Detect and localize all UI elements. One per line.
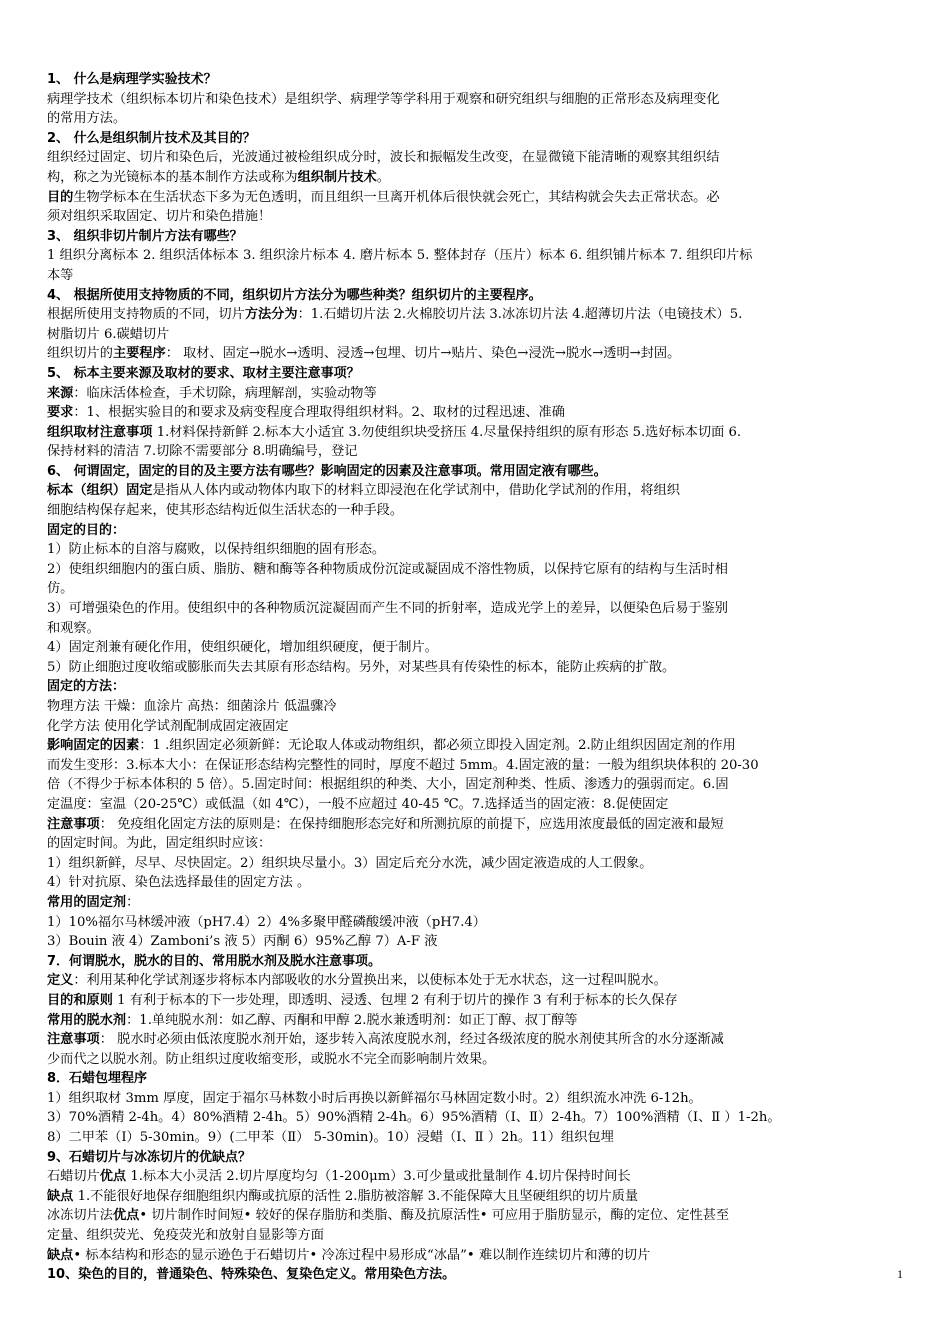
text-line: [47, 1050, 911, 1070]
text-run: 须对组织采取固定、切片和染色措施！: [47, 209, 272, 225]
text-run: ：利用某种化学试剂逐步将标本内部吸收的水分置换出来，以使标本处于无水状态，这一过程叫脱水。: [73, 973, 667, 989]
text-run: 1）组织新鲜，尽早、尽快固定。2）组织块尽量小。3）固定后充分水洗，减少固定液造成的人工假象。: [47, 855, 653, 871]
text-line: [47, 246, 911, 266]
bold-term: 组织取材注意事项: [47, 424, 153, 440]
text-run: 1 有利于标本的下一步处理，即透明、浸透、包埋 2 有利于切片的操作 3 有利于标本的长久保存: [112, 992, 678, 1008]
text-run: 8）二甲苯（Ⅰ）5-30min。9）(二甲苯（Ⅱ） 5-30min)。10）浸蜡（Ⅰ、Ⅱ ）2h。11）组织包埋: [47, 1130, 614, 1146]
section-heading: [47, 1069, 911, 1089]
text-line: [47, 971, 911, 991]
text-line: [47, 697, 911, 717]
text-run: 的固定时间。为此，固定组织时应该：: [47, 836, 272, 852]
text-run: 1）组织取材 3mm 厚度，固定于福尔马林数小时后再换以新鲜福尔马林固定数小时。2）组织流水冲洗 6-12h。: [47, 1090, 702, 1106]
bold-term: 来源: [47, 385, 74, 401]
text-run: 3）70%酒精 2-4h。4）80%酒精 2-4h。5）90%酒精 2-4h。6）95%酒精（Ⅰ、Ⅱ）2-4h。7）100%酒精（Ⅰ、Ⅱ ）1-2h。: [47, 1110, 781, 1126]
bold-term: 8．石蜡包埋程序: [47, 1071, 148, 1087]
text-line: [47, 384, 911, 404]
text-line: [47, 638, 911, 658]
text-line: [47, 854, 911, 874]
text-run: 构，称之为光镜标本的基本制作方法或称为: [47, 169, 298, 185]
bold-term: 6、 何谓固定，固定的目的及主要方法有哪些？影响固定的因素及注意事项。常用固定液有哪些。: [47, 463, 607, 479]
bold-term: 目的: [47, 189, 74, 205]
text-run: 1 组织分离标本 2. 组织活体标本 3. 组织涂片标本 4. 磨片标本 5. 整体封存（压片）标本 6. 组织铺片标本 7. 组织印片标: [47, 248, 753, 264]
text-line: [47, 1089, 911, 1109]
bold-term: 影响固定的因素: [47, 738, 140, 754]
text-line: [47, 207, 911, 227]
text-run: 冰冻切片法: [47, 1208, 113, 1224]
text-line: [47, 325, 911, 345]
text-line: [47, 991, 911, 1011]
text-line: [47, 775, 911, 795]
section-heading: [47, 227, 911, 247]
bold-term: 10、染色的目的，普通染色、特殊染色、复染色定义。常用染色方法。: [47, 1267, 456, 1283]
text-run: ： 脱水时必须由低浓度脱水剂开始，逐步转入高浓度脱水剂，经过各级浓度的脱水剂使其所含的水分逐渐减: [99, 1032, 724, 1048]
text-run: 定量、组织荧光、免疫荧光和放射自显影等方面: [47, 1228, 324, 1244]
text-line: [47, 168, 911, 188]
bold-term: 缺点: [47, 1247, 74, 1263]
bold-term: 标本（组织）固定: [47, 483, 153, 499]
bold-term: 2、 什么是组织制片技术及其目的？: [47, 130, 256, 146]
text-line: [47, 1128, 911, 1148]
text-run: 1.不能很好地保存细胞组织内酶或抗原的活性 2.脂肪被溶解 3.不能保障大且坚硬组织的切片质量: [73, 1188, 639, 1204]
text-run: ：1、根据实验目的和要求及病变程度合理取得组织材料。2、取材的过程迅速、准确: [73, 405, 565, 421]
text-line: [47, 619, 911, 639]
text-line: [47, 932, 911, 952]
section-heading: [47, 462, 911, 482]
bold-term: 优点: [112, 1208, 140, 1224]
bold-term: 4、 根据所使用支持物质的不同，组织切片方法分为哪些种类？组织切片的主要程序。: [47, 287, 542, 303]
text-line: [47, 756, 911, 776]
text-run: 化学方法 使用化学试剂配制成固定液固定: [47, 718, 289, 734]
text-run: ：1 .组织固定必须新鲜：无论取人体或动物组织，都必须立即投入固定剂。2.防止组织因固定剂的作用: [139, 738, 736, 754]
text-run: 细胞结构保存起来，使其形态结构近似生活状态的一种手段。: [47, 503, 404, 519]
bold-term: 目的和原则: [47, 992, 113, 1008]
text-line: [47, 1167, 911, 1187]
text-line: [47, 1030, 911, 1050]
bold-term: 组织制片技术: [297, 169, 377, 185]
text-run: 倍（不得少于标本体积的 5 倍）。5.固定时间：根据组织的种类、大小，固定剂种类、性质、渗透力的强弱而定。6.固: [47, 777, 729, 793]
text-run: 组织经过固定、切片和染色后，光波通过被检组织成分时，波长和振幅发生改变，在显微镜下能清晰的观察其组织结: [47, 150, 720, 166]
bold-term: 1、 什么是病理学实验技术？: [47, 72, 217, 87]
text-line: [47, 481, 911, 501]
bold-term: 9、石蜡切片与冰冻切片的优缺点？: [47, 1149, 252, 1165]
text-run: 1.标本大小灵活 2.切片厚度均匀（1-200μm）3.可少量或批量制作 4.切片保持时间长: [126, 1169, 631, 1185]
text-run: 的常用方法。: [47, 111, 127, 127]
text-run: ：1.石蜡切片法 2.火棉胶切片法 3.冰冻切片法 4.超薄切片法（电镜技术）5.: [297, 307, 743, 323]
bold-term: 注意事项: [47, 1032, 100, 1048]
text-line: [47, 90, 911, 110]
text-run: 而发生变形：3.标本大小：在保证形态结构完整性的同时，厚度不超过 5mm。4.固定液的量：一般为组织块体积的 20-30: [47, 757, 759, 773]
bold-term: 固定的方法：: [47, 679, 126, 695]
text-line: [47, 1246, 911, 1266]
section-heading: [47, 1148, 911, 1168]
bold-term: 常用的固定剂: [47, 894, 127, 910]
text-run: • 标本结构和形态的显示逊色于石蜡切片• 冷冻过程中易形成“冰晶”• 难以制作连续切片和薄的切片: [73, 1247, 651, 1263]
text-line: [47, 344, 911, 364]
text-line: [47, 834, 911, 854]
text-line: [47, 873, 911, 893]
text-line: [47, 305, 911, 325]
text-run: 1）防止标本的自溶与腐败，以保持组织细胞的固有形态。: [47, 542, 386, 558]
text-line: [47, 579, 911, 599]
section-heading: [47, 70, 911, 90]
text-run: 组织切片的: [47, 346, 113, 362]
bold-term: 常用的脱水剂: [47, 1012, 127, 1028]
document-body: [47, 70, 911, 1285]
bold-term: 缺点: [47, 1188, 74, 1204]
text-line: [47, 795, 911, 815]
text-line: [47, 148, 911, 168]
text-run: 5）防止细胞过度收缩或膨胀而失去其原有形态结构。另外，对某些具有传染性的标本，能防止疾病的扩散。: [47, 659, 676, 675]
text-line: [47, 658, 911, 678]
text-line: [47, 560, 911, 580]
text-run: 4）固定剂兼有硬化作用，使组织硬化，增加组织硬度，便于制片。: [47, 640, 438, 656]
text-line: [47, 913, 911, 933]
text-line: [47, 442, 911, 462]
text-line: [47, 1226, 911, 1246]
text-run: • 切片制作时间短• 较好的保存脂肪和类脂、酶及抗原活性• 可应用于脂肪显示，酶的定位、定性甚至: [139, 1208, 730, 1224]
text-line: [47, 403, 911, 423]
section-heading: [47, 677, 911, 697]
text-run: 少而代之以脱水剂。防止组织过度收缩变形，或脱水不完全而影响制片效果。: [47, 1051, 496, 1067]
bold-term: 方法分为: [244, 307, 298, 323]
text-run: 3）可增强染色的作用。使组织中的各种物质沉淀凝固而产生不同的折射率，造成光学上的差异，以便染色后易于鉴别: [47, 601, 728, 617]
text-run: 仿。: [47, 581, 74, 597]
text-run: 树脂切片 6.碳蜡切片: [47, 326, 170, 342]
bold-term: 5、 标本主要来源及取材的要求、取材主要注意事项？: [47, 365, 360, 381]
text-line: [47, 815, 911, 835]
bold-term: 固定的目的：: [47, 522, 126, 538]
text-line: [47, 501, 911, 521]
text-run: ：1.单纯脱水剂：如乙醇、丙酮和甲醇 2.脱水兼透明剂：如正丁醇、叔丁醇等: [126, 1012, 578, 1028]
text-line: [47, 893, 911, 913]
text-run: 保持材料的清洁 7.切除不需要部分 8.明确编号，登记: [47, 444, 358, 460]
text-line: [47, 736, 911, 756]
bold-term: 7．何谓脱水，脱水的目的、常用脱水剂及脱水注意事项。: [47, 953, 382, 969]
text-line: [47, 1011, 911, 1031]
section-heading: [47, 286, 911, 306]
bold-term: 3、 组织非切片制片方法有哪些？: [47, 228, 243, 244]
section-heading: [47, 364, 911, 384]
text-line: [47, 1108, 911, 1128]
text-run: 和观察。: [47, 620, 100, 636]
section-heading: [47, 952, 911, 972]
text-run: 。: [376, 169, 390, 185]
text-run: 根据所使用支持物质的不同，切片: [47, 307, 245, 323]
bold-term: 定义: [47, 973, 74, 989]
text-run: ： 取材、固定→脱水→透明、浸透→包埋、切片→贴片、染色→浸洗→脱水→透明→封固。: [165, 346, 681, 362]
section-heading: [47, 521, 911, 541]
text-run: 病理学技术（组织标本切片和染色技术）是组织学、病理学等学科用于观察和研究组织与细胞的正常形态及病理变化: [47, 91, 720, 107]
text-line: [47, 540, 911, 560]
text-run: 是指从人体内或动物体内取下的材料立即浸泡在化学试剂中，借助化学试剂的作用，将组织: [152, 483, 680, 499]
text-run: 1.材料保持新鲜 2.标本大小适宜 3.勿使组织块受挤压 4.尽量保持组织的原有形态 5.选好标本切面 6.: [152, 424, 742, 440]
bold-term: 主要程序: [112, 346, 166, 362]
page-number: 1: [897, 1267, 903, 1281]
text-line: [47, 717, 911, 737]
text-run: 3）Bouin 液 4）Zamboni’s 液 5）丙酮 6）95%乙醇 7）A-F 液: [47, 934, 438, 950]
text-run: ： 免疫组化固定方法的原则是：在保持细胞形态完好和所测抗原的前提下，应选用浓度最低的固定液和最短: [99, 816, 724, 832]
text-run: ：临床活体检查，手术切除，病理解剖，实验动物等: [73, 385, 377, 401]
text-run: 生物学标本在生活状态下多为无色透明，而且组织一旦离开机体后很快就会死亡，其结构就会失去正常状态。必: [73, 189, 720, 205]
text-run: 物理方法 干燥：血涂片 高热：细菌涂片 低温骤冷: [47, 699, 337, 714]
text-line: [47, 1187, 911, 1207]
text-run: 定温度：室温（20-25℃）或低温（如 4℃），一般不应超过 40-45 ℃。7.选择适当的固定液：8.促使固定: [47, 796, 669, 812]
text-run: 2）使组织细胞内的蛋白质、脂肪、糖和酶等各种物质成份沉淀或凝固成不溶性物质，以保持它原有的结构与生活时相: [47, 561, 728, 577]
text-run: 石蜡切片: [47, 1169, 100, 1185]
text-line: [47, 188, 911, 208]
text-line: [47, 266, 911, 286]
text-run: 1）10%福尔马林缓冲液（pH7.4）2）4%多聚甲醛磷酸缓冲液（pH7.4）: [47, 914, 486, 930]
section-heading: [47, 1265, 911, 1285]
bold-term: 要求: [47, 405, 74, 421]
text-run: ：: [126, 894, 140, 910]
text-line: [47, 109, 911, 129]
text-line: [47, 599, 911, 619]
text-run: 4）针对抗原、染色法选择最佳的固定方法 。: [47, 875, 311, 891]
text-run: 本等: [47, 267, 74, 283]
bold-term: 注意事项: [47, 816, 100, 832]
section-heading: [47, 129, 911, 149]
text-line: [47, 423, 911, 443]
text-line: [47, 1206, 911, 1226]
bold-term: 优点: [99, 1169, 127, 1185]
